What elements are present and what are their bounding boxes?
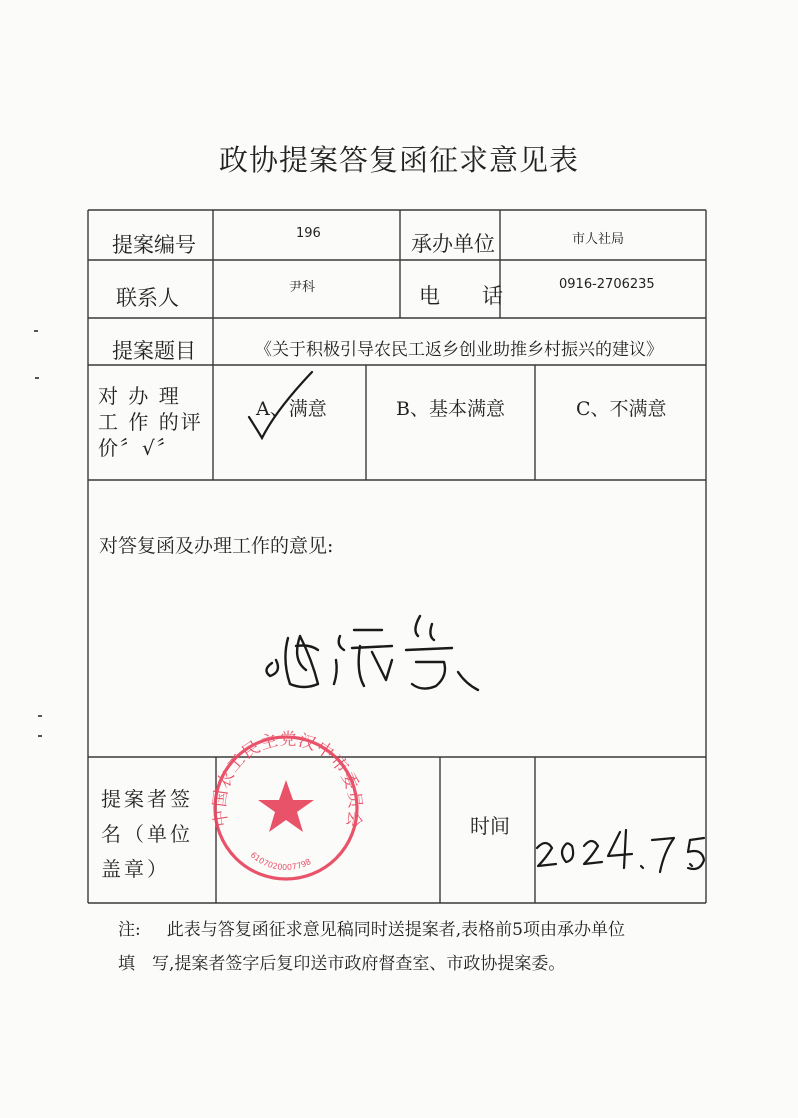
scan-speck xyxy=(35,377,39,379)
option-satisfied[interactable]: A、满意 xyxy=(256,398,327,420)
subject-value: 《关于积极引导农民工返乡创业助推乡村振兴的建议》 xyxy=(255,340,663,360)
subject-label: 提案题目 xyxy=(112,339,196,363)
proposal-no-value: 196 xyxy=(296,226,321,241)
phone-value: 0916-2706235 xyxy=(559,277,655,292)
seal-number: 6107020007798 xyxy=(248,850,313,873)
contact-value: 尹科 xyxy=(289,280,316,295)
page-title: 政协提案答复函征求意见表 xyxy=(218,143,579,177)
footnote xyxy=(118,913,708,981)
scan-speck xyxy=(34,330,38,332)
contact-label: 联系人 xyxy=(116,286,179,310)
option-basically-satisfied[interactable]: B、基本满意 xyxy=(396,398,505,420)
undertaking-unit-label: 承办单位 xyxy=(411,232,495,256)
scan-speck xyxy=(38,735,42,737)
note-line-1: 此表与答复函征求意见稿同时送提案者,表格前5项由承办单位 xyxy=(166,920,625,940)
proposal-no-label: 提案编号 xyxy=(112,233,196,257)
undertaking-unit-value: 市人社局 xyxy=(572,232,625,247)
seal-text: 中国农工民主党汉中市委员会 xyxy=(209,729,366,831)
note-prefix: 注: xyxy=(118,920,141,940)
option-unsatisfied[interactable]: C、不满意 xyxy=(576,398,667,420)
time-label: 时间 xyxy=(470,814,510,838)
evaluation-label: 对 办 理 工 作 的评价〞√〞 xyxy=(98,384,203,460)
signature-label: 提案者签名（单位盖章） xyxy=(101,787,193,881)
scan-speck xyxy=(38,715,42,717)
opinion-label: 对答复函及办理工作的意见: xyxy=(99,535,334,557)
phone-label: 电 话 xyxy=(419,284,503,308)
note-line-2: 填 写,提案者签字后复印送市政府督查室、市政协提案委。 xyxy=(118,954,566,974)
